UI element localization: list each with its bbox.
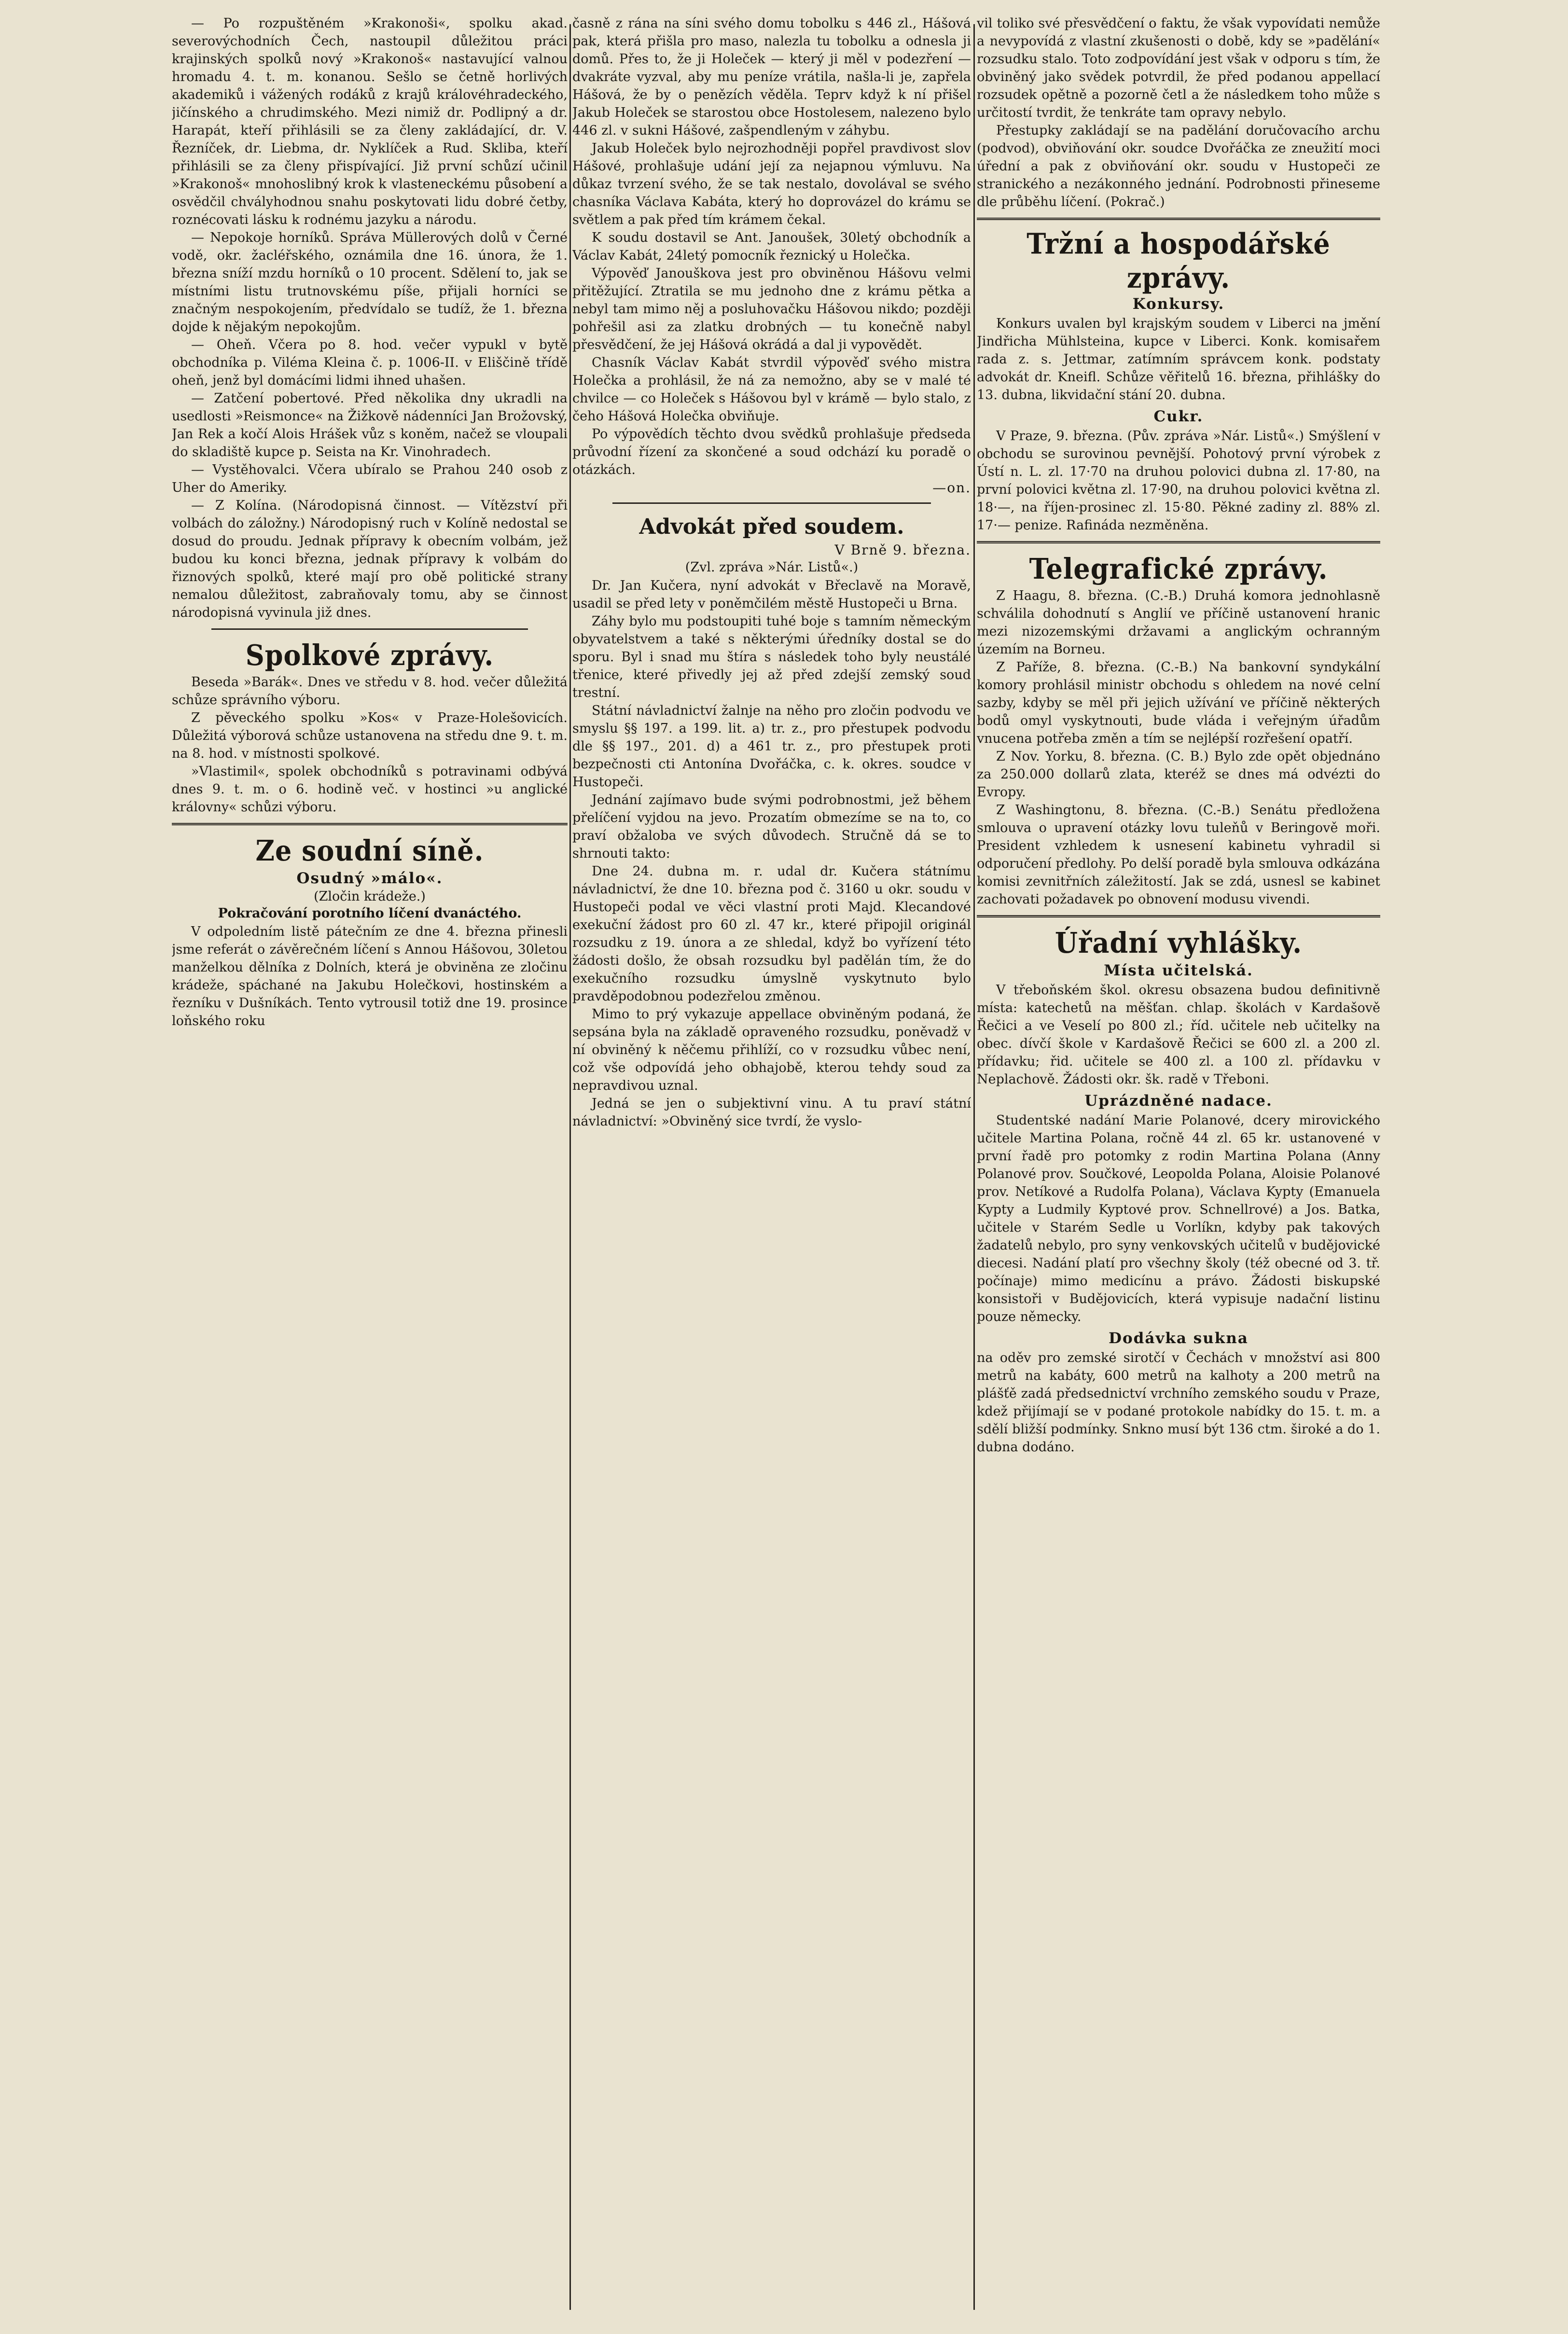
subheading-zlocin: (Zločin krádeže.) [314, 889, 426, 904]
notice-beseda-barak: Beseda »Barák«. Dnes ve středu v 8. hod. večer důležitá schůze správního výboru. [172, 675, 568, 708]
article-vystehovalci: — Vystěhovalci. Včera ubíralo se Prahou 240 osob z Uher do Ameriky. [172, 462, 568, 495]
article-janousek: K soudu dostavil se Ant. Janoušek, 30letý obchodník a Václav Kabát, 24letý pomocník řeznický u Holečka. [572, 230, 971, 263]
article-z-kolina: — Z Kolína. (Národopisná činnost. — Vítězství při volbách do záložny.) Národopisný ruch v Kolíně nedostal se dosud do proudu. Jednak přípravy k obecním volbám, jež budou ku konci března, jednak přípravy k volbám do řiznových spolků, které mají pro obě politické strany nemalou důležitost, zabraňovaly tomu, aby se činnost národopisná vyvinula již dnes. [172, 498, 568, 620]
article-hasova-cont: časně z rána na síni svého domu tobolku s 446 zl., Hášová pak, která přišla pro maso, nalezla tu tobolku a odnesla ji domů. Přes to, že ji Holeček — který ji měl v podezření — dvakráte vyzval, aby mu peníze vrátila, našla-li je, zapřela Hášová, že by o penězích věděla. Teprv když k ní přišel Jakub Holeček se starostou obce Hostolesem, nalezeno bylo 446 zl. v sukni Hášové, zašpendleným v záhybu. [572, 16, 971, 138]
column-rule [973, 24, 975, 2310]
telegram-new-york: Z Nov. Yorku, 8. března. (C. B.) Bylo zde opět objednáno za 250.000 dollarů zlata, kteréž se dnes má odvézti do Evropy. [977, 749, 1380, 800]
notice-nadace: Studentské nadání Marie Polanové, dcery mirovického učitele Martina Polana, ročně 44 zl. 65 kr. ustanovené v první řadě pro potomky z rodin Martina Polana (Anny Polanové prov. Součkové, Leopolda Polana, Aloisie Polanové prov. Netíkové a Rudolfa Polana), Václava Kypty (Emanuela Kypty a Ludmily Kyptové prov. Schnellrové) a Jos. Batka, učitele v Starém Sedle u Vorlíkn, kdyby pak takových žadatelů nebylo, pro syny venkovských učitelů v budějovické diecesi. Nadání platí pro všechny školy (též obecné od 3. tř. počínaje) mimo medicínu a právo. Žádosti biskupské konsistoři v Budějovicích, která vypisuje nadační listinu pouze německy. [977, 1113, 1380, 1324]
article-ohen: — Oheň. Včera po 8. hod. večer vypukl v bytě obchodníka p. Viléma Kleina č. p. 1006-II. v Eliščině třídě oheň, jenž byl domácími lidmi ihned uhašen. [172, 337, 568, 388]
heading-telegraficke-zpravy: Telegrafické zprávy. [1029, 551, 1328, 586]
notice-spolek-kos: Z pěveckého spolku »Kos« v Praze-Holešovicích. Důležitá výborová schůze ustanovena na středu dne 9. t. m. na 8. hod. v místnosti spolkové. [172, 710, 568, 761]
article-kucera: Dr. Jan Kučera, nyní advokát v Břeclavě na Moravě, usadil se před lety v poněmčilém městě Hustopeči u Brna. [572, 578, 971, 611]
heading-advokat: Advokát před soudem. [639, 514, 904, 539]
heading-dodavka-sukna: Dodávka sukna [1109, 1330, 1249, 1347]
heading-konkursy: Konkursy. [1132, 295, 1225, 313]
article-advokat-cont: vil toliko své přesvědčení o faktu, že však vypovídati nemůže a nevypovídá z vlastní zkušenosti o době, kdy se »padělání« rozsudku stalo. Toto zodpovídání jest však v odporu s tím, že obviněný jako svědek potvrdil, že před podanou appellací rozsudek opětně a pozorně četl a že následkem toho může s určitostí tvrdit, že tenkráte tam opravy nebylo. [977, 16, 1380, 120]
notice-cukr: V Praze, 9. března. (Pův. zpráva »Nár. Listů«.) Smýšlení v obchodu se surovinou pevnější. Pohotový první výrobek z Ústí n. L. zl. 17·70 na druhou polovici dubna zl. 17·80, na první polovici května zl. 17·90, na druhou polovici května zl. 18·—, na říjen-prosinec zl. 15·80. Pěkné zadiny zl. 88% zl. 17·— penize. Rafináda nezměněna. [977, 429, 1380, 533]
column-rule [569, 24, 571, 2310]
article-vypoved: Výpověď Janouškova jest pro obviněnou Hášovu velmi přitěžující. Ztratila se mu jednoho dne z krámu pětka a nebyl tam mimo něj a posluhovačku Hášovou nikdo; později pohřešil asi za zlatku drobných — tu konečně nabyl přesvědčení, že jej Hášová okrádá a dal ji vypovědět. [572, 266, 971, 352]
column-2 [572, 14, 971, 2320]
telegram-washington: Z Washingtonu, 8. března. (C.-B.) Senátu předložena smlouva o upravení otázky lovu tuleňů v Beringově moři. President vzhledem k usnesení kabinetu vyhradil si odporučení předlohy. Po delší poradě byla smlouva odkázána komisi zevnitřních záležitostí. Jak se zdá, usnesl se kabinet zachovati požadavek po obnovení modusu vivendi. [977, 803, 1380, 907]
telegram-haag: Z Haagu, 8. března. (C.-B.) Druhá komora jednohlasně schválila dohodnutí s Anglií ve příčině ustanovení hranic mezi nizozemskými državami a anglickým ochranným územím na Borneu. [977, 588, 1380, 657]
article-nepokoje-horniku: — Nepokoje horníků. Správa Müllerových dolů v Černé vodě, okr. žacléřského, oznámila dne 16. února, že 1. března sníží mzdu horníků o 10 procent. Sdělení to, jak se místními listu trutnovskému píše, přijali horníci se značným nespokojením, předvídalo se tudíž, že 1. března dojde k nějakým nepokojům. [172, 230, 568, 334]
article-porada: Po výpovědích těchto dvou svědků prohlašuje předseda průvodní řízení za skončené a soud odchází ku poradě o otázkách. [572, 427, 971, 477]
heading-trzni-zpravy: Tržní a hospodářské zprávy. [1027, 226, 1331, 295]
telegram-pariz: Z Paříže, 8. března. (C.-B.) Na bankovní syndykální komory prohlásil ministr obchodu s ohledem na nové celní sazby, kdyby se měl při jejich užívání ve příčině některých bodů omyl vyskytnouti, bude vláda i veřejným úřadům vnucena potřeba změn a tím se nejlépší rozřešení opatří. [977, 660, 1380, 746]
article-boje: Záhy bylo mu podstoupiti tuhé boje s tamním německým obyvatelstvem a také s některými úředníky dostal se do sporu. Byl i snad mu štíra s následek toho byly neustálé třenice, které přivedly jej až před zdejší zemský soud trestní. [572, 614, 971, 700]
notice-konkurs: Konkurs uvalen byl krajským soudem v Liberci na jmění Jindřicha Mühlsteina, kupce v Liberci. Konk. komisařem rada z. s. Jettmar, zatímním správcem konk. podstaty advokát dr. Kneifl. Schůze věřitelů 16. března, přihlášky do 13. dubna, likvidační stání 20. dubna. [977, 316, 1380, 403]
article-hasova: V odpoledním listě pátečním ze dne 4. března přinesli jsme referát o závěrečném líčení s Annou Hášovou, 30letou manželkou dělníka z Dolních, která je obviněna ze zločinu krádeže, spáchané na Jakubu Holečkovi, hostinském a řezníku v Dušníkách. Tento vytrousil totiž dne 19. prosince loňského roku [172, 924, 568, 1028]
heading-uredni-vyhlasky: Úřadní vyhlášky. [1055, 925, 1303, 960]
article-zaloba: Státní návladnictví žalnje na něho pro zločin podvodu ve smyslu §§ 197. a 199. lit. a) tr. z., pro přestupek podvodu dle §§ 197., 201. d) a 461 tr. z., pro přestupek proti bezpečnosti cti Antonína Dvořáčka, c. k. okres. soudce v Hustopeči. [572, 703, 971, 790]
separator [977, 218, 1380, 220]
notice-dodavka: na oděv pro zemské sirotčí v Čechách v množství asi 800 metrů na kabáty, 600 metrů na kalhoty a 200 metrů na plášťě zadá předsednictví vrchního zemského soudu v Praze, kdež přijímají se v podané protokole nabídky do 15. t. m. a sdělí bližší podmínky. Snkno musí být 136 ctm. široké a do 1. dubna dodáno. [977, 1350, 1380, 1455]
signature: —on. [932, 480, 971, 496]
separator [211, 628, 528, 630]
article-zatceni: — Zatčení pobertové. Před několika dny ukradli na usedlosti »Reismonce« na Žižkově nádenníci Jan Brožovský, Jan Rek a kočí Alois Hrášek vůz s koněm, načež se vloupali do skladiště kupce p. Seista na Kr. Vinohradech. [172, 391, 568, 459]
heading-mista-ucitelska: Místa učitelská. [1104, 962, 1253, 979]
article-jednani: Jednání zajímavo bude svými podrobnostmi, jež během přelíčení vyjdou na jevo. Prozatím obmezíme se na to, co praví obžaloba ve svých důvodech. Stručně dá se to shrnouti takto: [572, 792, 971, 861]
article-holecek: Jakub Holeček bylo nejrozhodněji popřel pravdivost slov Hášové, prohlašuje udání její za nejapnou výmluvu. Na důkaz tvrzení svého, že se tak nestalo, dovolával se svého chasníka Václava Kabáta, který ho doprovázel do krámu se světlem a pak před tím krámem čekal. [572, 141, 971, 227]
separator [612, 502, 931, 504]
article-kabat: Chasník Václav Kabát stvrdil výpověď svého mistra Holečka a prohlásil, že ná za nemožno, aby se v malé té chvilce — co Holeček s Hášovou byl v krámě — bylo stalo, z čeho Hášová Holečka obviňuje. [572, 355, 971, 424]
article-krakonos: — Po rozpuštěném »Krakonoši«, spolku akad. severovýchodních Čech, nastoupil důležitou práci krajinských spolků nový »Krakonoš« nastavující valnou hromadu 4. t. m. konanou. Sešlo se četně horlivých akademiků i vážených rodáků z krajů královéhradeckého, jičínského a chrudimského. Mezi nimiž dr. Podlipný a dr. Harapát, kteří přihlásili se za členy zakládající, dr. V. Řezníček, dr. Liebma, dr. Nyklíček a Rud. Skliba, kteří přihlásili se za členy přispívající. Již první schůzí učinil »Krakonoš« mnohoslibný krok k vlasteneckému působení a osvědčil chvályhodnou snahu poskytovati lidu dobré četby, roznécovati lásku k rodnému jazyku a národu. [172, 16, 568, 227]
heading-cukr: Cukr. [1153, 408, 1204, 425]
separator [977, 915, 1380, 917]
notice-mista: V třeboňském škol. okresu obsazena budou definitivně místa: katechetů na měšťan. chlap. školách v Kardašově Řečici a ve Veselí po 800 zl.; říd. učitele neb učitelky na obec. dívčí škole v Kardašově Řečici se 600 zl. a 200 zl. přídavku; řid. učitele se 400 zl. a 100 zl. přídavku v Neplachově. Žádosti okr. šk. radě v Třeboni. [977, 983, 1380, 1087]
article-prestupky: Přestupky zakládají se na padělání doručovacího archu (podvod), obviňování okr. soudce Dvořáčka ze zneužití moci úřední a pak z obviňování okr. soudu v Hustopeči ze stranického a nezákonného jednání. Podrobnosti přineseme dle průběhu líčení. (Pokrač.) [977, 123, 1380, 209]
heading-spolkove-zpravy: Spolkové zprávy. [245, 638, 494, 672]
article-appellace: Mimo to prý vykazuje appellace obviněným podaná, že sepsána byla na základě opraveného rozsudku, poněvadž v ní obviněný k něčemu přihlíží, co v rozsudku vůbec není, což vše odpovídá jeho obhajobě, kterou tehdy soud za nepravdivou uznal. [572, 1007, 971, 1093]
column-3 [977, 14, 1380, 2320]
notice-vlastimil: »Vlastimil«, spolek obchodníků s potravinami odbývá dnes 9. t. m. o 6. hodině več. v hostinci »u anglické královny« schůzi výboru. [172, 764, 568, 815]
heading-uprazdnene-nadace: Uprázdněné nadace. [1084, 1092, 1273, 1110]
source-note: (Zvl. zpráva »Nár. Listů«.) [685, 560, 859, 575]
column-1 [172, 14, 568, 2320]
separator [172, 823, 568, 825]
heading-osudny-malo: Osudný »málo«. [296, 870, 443, 887]
article-udal: Dne 24. dubna m. r. udal dr. Kučera státnímu návladnictví, že dne 10. března pod č. 3160 u okr. soudu v Hustopeči podal ve věci vlastní proti Majd. Klecandové exekuční žádost pro 60 zl. 47 kr., které připojil originál rozsudku z 19. února a ze shledal, když bo vyřízení této žádosti došlo, že obsah rozsudku byl padělán tím, že do exekučního rozsudku úmyslně vyskytnuto bylo pravděpodobnou podezřelou změnou. [572, 864, 971, 1004]
separator [977, 541, 1380, 543]
subheading-pokracovani: Pokračování porotního líčení dvanáctého. [218, 906, 522, 921]
dateline-brno: V Brně 9. března. [834, 542, 971, 558]
heading-ze-soudni-sine: Ze soudní síně. [255, 833, 484, 868]
article-vina: Jedná se jen o subjektivní vinu. A tu praví státní návladnictví: »Obviněný sice tvrdí, že vyslo- [572, 1096, 971, 1129]
